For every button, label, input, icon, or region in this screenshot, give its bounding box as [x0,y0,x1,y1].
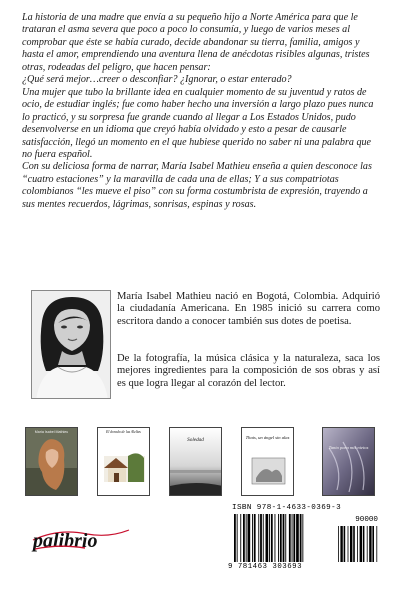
book-cover-3 [169,427,222,496]
book-cover-4 [241,427,294,496]
book-cover-1-art [26,428,78,496]
book-cover-2 [97,427,150,496]
author-bio-paragraph-1: María Isabel Mathieu nació en Bogotá, Colombia. Adquirió la ciudadanía Americana. En 1985 inició su carrera como escritora dando a conocer también sus dotes de poetisa. [117,291,380,327]
svg-text:palibrio: palibrio [33,530,98,552]
back-cover-blurb [22,12,380,211]
book-cover-3-title: Soledad [187,437,204,443]
author-portrait-image [32,291,111,399]
book-cover-5 [322,427,375,496]
book-cover-5-art [323,428,375,496]
blurb-paragraph-1: La historia de una madre que envía a su pequeño hijo a Norte América para que le trataran el asma severa que poco a poco lo consumía, y luego de varios meses al comprobar que éste se había curado, decide abandonar su tierra, familia, amigos y hasta el amor, emprendiendo una aventura llena de anécdotas risibles algunas, tristes otras, rodeadas del peligro, que hacen pensar: [22,12,370,73]
book-cover-2-title: El dorado de las Alelías [106,430,141,434]
blurb-paragraph-3: Una mujer que tubo la brillante idea en cualquier momento de su juventud y ratos de ocio, de estudiar inglés; fue como haber hecho una inversión a largo plazo pues nunca lo practicó, y su sorpresa fue grande cuando al llegar a Los Estados Unidos, pudo desenvolverse en un idioma que creyó había olvidado y esto a pesar de causarle satisfacción, llegó un momento en el que hubiese querido no saber ni una palabra que no fuera español. [22,86,374,160]
palibrio-logo [29,524,135,552]
isbn-number: ISBN 978-1-4633-0369-3 [232,504,342,512]
price-code: 90000 [355,516,378,524]
isbn-barcode-block [226,500,384,576]
ean-digits: 9 781463 303693 [228,563,303,571]
blurb-paragraph-4: Con su deliciosa forma de narrar, María Isabel Mathieu enseña a quien desconoce las “cuatro estaciones” y la maravilla de cada una de ellas; Y a sus compatriotas colombianos “les mueve el piso” con su forma costumbrista de expresión, trayendo a sus mentes recuerdos, lágrimas, sonrisas, espinas y rosas. [22,161,372,210]
book-cover-1 [25,427,78,496]
book-cover-2-art [98,428,150,496]
author-bio-paragraph-2: De la fotografía, la música clásica y la naturaleza, saca los mejores ingredientes para la composición de sos obras y así es que logra llegar al corazón del lector. [117,353,380,389]
author-photo [31,290,111,399]
book-cover-4-title: Thais, un ángel sin alas [245,435,290,440]
blurb-paragraph-2: ¿Qué será mejor…creer o desconfiar? ¿Ignorar, o estar enterado? [22,74,292,86]
palibrio-logo-mark [29,524,135,552]
book-cover-5-title: Tanto para mis nietos [328,445,369,450]
book-cover-1-title: María Isabel Mathieu [34,430,69,434]
